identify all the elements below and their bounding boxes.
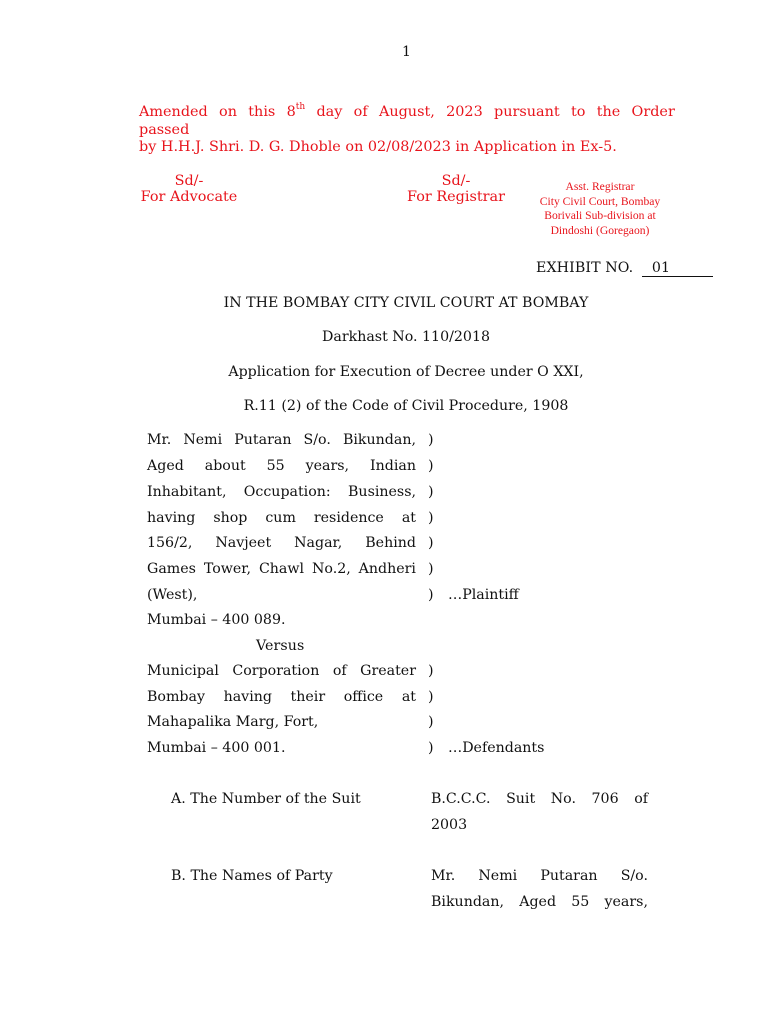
- amendment-line-3: by H.H.J. Shri. D. G. Dhoble on 02/08/2023 in Application in Ex-5.: [139, 139, 617, 155]
- plaintiff-line: Inhabitant, Occupation: Business,: [147, 484, 416, 500]
- application-title-2: R.11 (2) of the Code of Civil Procedure, 1908: [243, 398, 569, 414]
- defendant-line: Bombay having their office at: [147, 689, 416, 705]
- plaintiff-line: (West),: [147, 587, 198, 603]
- paren-separator: ): [428, 689, 434, 705]
- paren-separator: ): [428, 740, 434, 756]
- plaintiff-role: …Plaintiff: [448, 587, 519, 603]
- paren-separator: ): [428, 458, 434, 474]
- item-a-value: B.C.C.C. Suit No. 706 of: [431, 791, 648, 807]
- defendant-line: Mahapalika Marg, Fort,: [147, 714, 319, 730]
- plaintiff-line: having shop cum residence at: [147, 510, 416, 526]
- paren-separator: ): [428, 484, 434, 500]
- exhibit-number-value: 01: [642, 260, 713, 277]
- paren-separator: ): [428, 714, 434, 730]
- registrar-signature: Sd/- For Registrar: [407, 173, 505, 205]
- page-number: 1: [402, 44, 411, 60]
- plaintiff-line: Mumbai – 400 089.: [147, 612, 286, 628]
- item-b-value-cont: Bikundan, Aged 55 years,: [431, 894, 648, 910]
- paren-separator: ): [428, 510, 434, 526]
- paren-separator: ): [428, 663, 434, 679]
- paren-separator: ): [428, 535, 434, 551]
- item-b-value: Mr. Nemi Putaran S/o.: [431, 868, 648, 884]
- registrar-stamp: Asst. Registrar City Civil Court, Bombay Borivali Sub-division at Dindoshi (Goregaon): [539, 180, 661, 237]
- paren-separator: ): [428, 587, 434, 603]
- advocate-signature: Sd/- For Advocate: [140, 173, 238, 205]
- application-title-1: Application for Execution of Decree under O XXI,: [228, 364, 584, 380]
- plaintiff-line: Aged about 55 years, Indian: [147, 458, 416, 474]
- defendant-line: Mumbai – 400 001.: [147, 740, 286, 756]
- plaintiff-line: 156/2, Navjeet Nagar, Behind: [147, 535, 416, 551]
- item-b-label: B. The Names of Party: [171, 868, 333, 884]
- court-heading: IN THE BOMBAY CITY CIVIL COURT AT BOMBAY: [223, 295, 589, 311]
- versus-label: Versus: [256, 638, 305, 654]
- darkhast-number: Darkhast No. 110/2018: [322, 329, 490, 345]
- plaintiff-line: Games Tower, Chawl No.2, Andheri: [147, 561, 416, 577]
- paren-separator: ): [428, 561, 434, 577]
- defendant-line: Municipal Corporation of Greater: [147, 663, 416, 679]
- item-a-label: A. The Number of the Suit: [171, 791, 361, 807]
- exhibit-number: EXHIBIT NO. 01: [536, 260, 713, 277]
- amendment-line-2: passed: [139, 122, 190, 138]
- plaintiff-line: Mr. Nemi Putaran S/o. Bikundan,: [147, 432, 416, 448]
- paren-separator: ): [428, 432, 434, 448]
- defendant-role: …Defendants: [448, 740, 545, 756]
- item-a-value-cont: 2003: [431, 817, 468, 833]
- amendment-line-1: Amended on this 8th day of August, 2023 pursuant to the Order: [139, 102, 675, 120]
